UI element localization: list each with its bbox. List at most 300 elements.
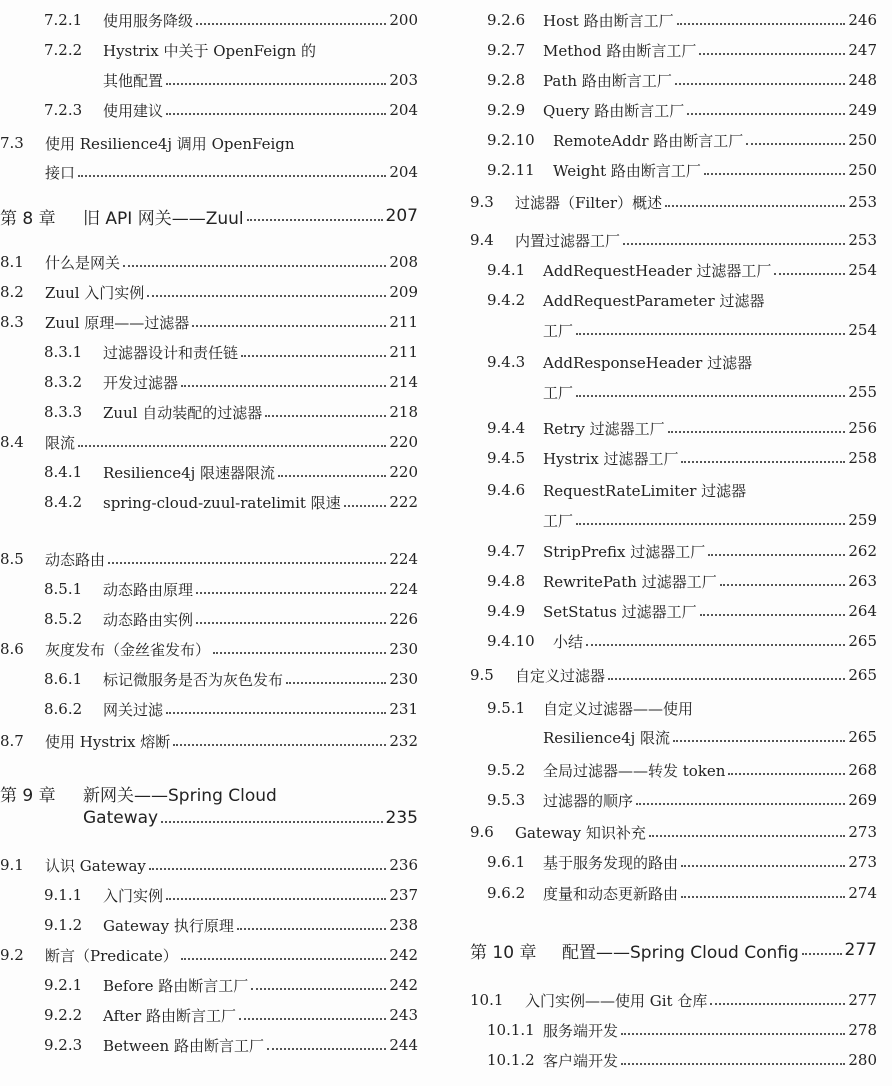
- toc-entry: [487, 628, 877, 654]
- entry-number: 9.1: [0, 856, 24, 874]
- page-number: 278: [848, 1021, 877, 1039]
- entry-number: 9.2.11: [487, 161, 535, 179]
- entry-title: Between 路由断言工厂: [103, 1036, 264, 1055]
- dot-leader: [746, 143, 845, 145]
- toc-entry: [487, 695, 877, 721]
- page-number: 264: [848, 602, 877, 620]
- toc-entry: [487, 97, 877, 123]
- chapter-entry: [0, 780, 418, 806]
- toc-entry: [487, 349, 877, 375]
- entry-title: 过滤器的顺序: [543, 791, 634, 810]
- dot-leader: [649, 835, 846, 837]
- dot-leader: [681, 896, 845, 898]
- entry-title: Zuul 自动装配的过滤器: [103, 403, 263, 422]
- page-number: 235: [385, 808, 418, 828]
- entry-number: 10.1: [470, 991, 504, 1009]
- entry-title: 旧 API 网关——Zuul: [83, 208, 244, 229]
- dot-leader: [196, 23, 386, 25]
- entry-title: Gateway 执行原理: [103, 916, 234, 935]
- entry-title: 度量和动态更新路由: [543, 884, 679, 903]
- entry-number: 8.5: [0, 550, 24, 568]
- entry-number: 8.7: [0, 732, 24, 750]
- entry-title: 入门实例——使用 Git 仓库: [525, 991, 708, 1010]
- entry-title: 使用 Resilience4j 调用 OpenFeign: [45, 134, 295, 153]
- entry-number: 9.4.9: [487, 602, 526, 620]
- entry-title: Host 路由断言工厂: [543, 11, 674, 30]
- entry-title: 使用建议: [103, 101, 164, 120]
- dot-leader: [251, 988, 386, 990]
- page-number: 242: [389, 976, 418, 994]
- entry-number: 9.6.2: [487, 884, 526, 902]
- toc-entry: [44, 399, 418, 425]
- toc-entry: [0, 130, 418, 156]
- entry-title: 服务端开发: [543, 1021, 619, 1040]
- toc-entry: [487, 849, 877, 875]
- entry-number: 9.2.6: [487, 11, 526, 29]
- page-number: 208: [389, 253, 418, 271]
- entry-title: Method 路由断言工厂: [543, 41, 697, 60]
- entry-number: 8.6.1: [44, 670, 83, 688]
- dot-leader: [149, 868, 387, 870]
- toc-entry: [0, 279, 418, 305]
- entry-title: 小结: [553, 632, 584, 651]
- chapter-entry: [0, 805, 418, 831]
- dot-leader: [192, 325, 386, 327]
- entry-number: 7.3: [0, 134, 24, 152]
- toc-entry: [44, 369, 418, 395]
- entry-title: RequestRateLimiter 过滤器: [543, 481, 747, 500]
- page-number: 249: [848, 101, 877, 119]
- page-number: 265: [848, 632, 877, 650]
- entry-title: 工厂: [543, 321, 574, 340]
- page-number: 253: [848, 193, 877, 211]
- dot-leader: [576, 523, 845, 525]
- dot-leader: [108, 562, 386, 564]
- toc-entry: [0, 852, 418, 878]
- page-number: 207: [385, 206, 418, 226]
- chapter-entry: [0, 203, 418, 229]
- toc-entry: [44, 67, 418, 93]
- page-number: 253: [848, 231, 877, 249]
- entry-title: 自定义过滤器: [515, 666, 606, 685]
- entry-number: 9.4.2: [487, 291, 526, 309]
- toc-entry: [487, 415, 877, 441]
- entry-number: 9.4: [470, 231, 494, 249]
- entry-number: 9.4.1: [487, 261, 526, 279]
- entry-title: Zuul 原理——过滤器: [45, 313, 190, 332]
- dot-leader: [668, 431, 846, 433]
- dot-leader: [704, 173, 845, 175]
- entry-number: 8.3.3: [44, 403, 83, 421]
- page-number: 273: [848, 853, 877, 871]
- page-number: 259: [848, 511, 877, 529]
- entry-title: 自定义过滤器——使用: [543, 699, 694, 718]
- entry-title: Path 路由断言工厂: [543, 71, 672, 90]
- toc-entry: [44, 459, 418, 485]
- toc-entry: [487, 477, 877, 503]
- toc-entry: [44, 882, 418, 908]
- toc-entry: [44, 696, 418, 722]
- dot-leader: [161, 821, 382, 823]
- dot-leader: [636, 803, 845, 805]
- toc-entry: [470, 227, 877, 253]
- toc-entry: [487, 787, 877, 813]
- toc-entry: [44, 339, 418, 365]
- entry-title: Gateway: [83, 808, 159, 828]
- toc-entry: [44, 1002, 418, 1028]
- toc-entry: [487, 1047, 877, 1073]
- page-number: 280: [848, 1051, 877, 1069]
- dot-leader: [623, 243, 845, 245]
- dot-leader: [78, 175, 386, 177]
- toc-entry: [44, 97, 418, 123]
- entry-number: 9.4.3: [487, 353, 526, 371]
- page-number: 224: [389, 550, 418, 568]
- toc-entry: [487, 445, 877, 471]
- page-number: 226: [389, 610, 418, 628]
- entry-title: 过滤器（Filter）概述: [515, 193, 663, 212]
- dot-leader: [681, 461, 845, 463]
- entry-number: 9.1.1: [44, 886, 83, 904]
- entry-number: 9.5.1: [487, 699, 526, 717]
- entry-title: 认识 Gateway: [45, 856, 146, 875]
- page-number: 243: [389, 1006, 418, 1024]
- entry-number: 9.1.2: [44, 916, 83, 934]
- page-number: 231: [389, 700, 418, 718]
- entry-title: 使用服务降级: [103, 11, 194, 30]
- entry-title: 工厂: [543, 383, 574, 402]
- page-number: 214: [389, 373, 418, 391]
- page-number: 238: [389, 916, 418, 934]
- toc-entry: [470, 662, 877, 688]
- dot-leader: [241, 355, 386, 357]
- toc-entry: [487, 317, 877, 343]
- page-number: 224: [389, 580, 418, 598]
- entry-number: 8.4.2: [44, 493, 83, 511]
- entry-title: 基于服务发现的路由: [543, 853, 679, 872]
- entry-title: 入门实例: [103, 886, 164, 905]
- entry-title: Before 路由断言工厂: [103, 976, 249, 995]
- entry-number: 第 10 章: [470, 942, 537, 963]
- dot-leader: [576, 333, 845, 335]
- toc-entry: [44, 489, 418, 515]
- toc-entry: [487, 1017, 877, 1043]
- page-number: 273: [848, 823, 877, 841]
- entry-title: After 路由断言工厂: [103, 1006, 236, 1025]
- entry-title: AddRequestHeader 过滤器工厂: [543, 261, 772, 280]
- dot-leader: [166, 83, 386, 85]
- toc-entry: [487, 127, 877, 153]
- entry-number: 7.2.1: [44, 11, 83, 29]
- page-number: 230: [389, 670, 418, 688]
- page-number: 200: [389, 11, 418, 29]
- toc-entry: [470, 819, 877, 845]
- entry-title: 网关过滤: [103, 700, 164, 719]
- page-number: 246: [848, 11, 877, 29]
- page-number: 265: [848, 666, 877, 684]
- entry-title: 全局过滤器——转发 token: [543, 761, 726, 780]
- entry-number: 第 8 章: [0, 208, 56, 229]
- toc-entry: [487, 568, 877, 594]
- entry-number: 9.5.3: [487, 791, 526, 809]
- entry-number: 8.3: [0, 313, 24, 331]
- chapter-entry: [470, 937, 877, 963]
- toc-entry: [487, 757, 877, 783]
- toc-entry: [487, 7, 877, 33]
- entry-number: 9.4.5: [487, 449, 526, 467]
- entry-number: 8.3.2: [44, 373, 83, 391]
- toc-entry: [487, 67, 877, 93]
- entry-title: 灰度发布（金丝雀发布）: [45, 640, 211, 659]
- dot-leader: [681, 865, 845, 867]
- entry-title: StripPrefix 过滤器工厂: [543, 542, 706, 561]
- entry-number: 8.6: [0, 640, 24, 658]
- entry-number: 9.3: [470, 193, 494, 211]
- page-number: 256: [848, 419, 877, 437]
- dot-leader: [181, 958, 387, 960]
- toc-entry: [487, 880, 877, 906]
- dot-leader: [621, 1033, 845, 1035]
- dot-leader: [78, 445, 386, 447]
- entry-number: 10.1.1: [487, 1021, 535, 1039]
- entry-number: 9.2.8: [487, 71, 526, 89]
- dot-leader: [239, 1018, 386, 1020]
- page-number: 255: [848, 383, 877, 401]
- entry-title: 配置——Spring Cloud Config: [562, 942, 799, 963]
- toc-entry: [487, 598, 877, 624]
- page-number: 232: [389, 732, 418, 750]
- dot-leader: [286, 682, 386, 684]
- toc-entry: [44, 576, 418, 602]
- page-number: 236: [389, 856, 418, 874]
- entry-number: 9.4.7: [487, 542, 526, 560]
- dot-leader: [802, 953, 842, 955]
- toc-entry: [487, 37, 877, 63]
- dot-leader: [576, 395, 845, 397]
- dot-leader: [247, 219, 383, 221]
- entry-number: 9.2.3: [44, 1036, 83, 1054]
- dot-leader: [677, 23, 846, 25]
- dot-leader: [621, 1063, 845, 1065]
- entry-number: 9.2.1: [44, 976, 83, 994]
- entry-title: 限流: [45, 433, 76, 452]
- dot-leader: [673, 740, 845, 742]
- entry-title: 断言（Predicate）: [45, 946, 178, 965]
- dot-leader: [278, 475, 386, 477]
- dot-leader: [608, 678, 845, 680]
- entry-number: 9.5.2: [487, 761, 526, 779]
- page-number: 211: [389, 313, 418, 331]
- entry-number: 第 9 章: [0, 785, 56, 806]
- toc-entry: [487, 287, 877, 313]
- dot-leader: [267, 1048, 386, 1050]
- dot-leader: [710, 1003, 845, 1005]
- page-number: 204: [389, 101, 418, 119]
- entry-title: 开发过滤器: [103, 373, 179, 392]
- entry-title: Zuul 入门实例: [45, 283, 145, 302]
- toc-entry: [487, 724, 877, 750]
- toc-entry: [487, 538, 877, 564]
- entry-title: 标记微服务是否为灰色发布: [103, 670, 284, 689]
- dot-leader: [196, 622, 386, 624]
- page-number: 244: [389, 1036, 418, 1054]
- entry-number: 10.1.2: [487, 1051, 535, 1069]
- toc-entry: [44, 7, 418, 33]
- entry-title: 工厂: [543, 511, 574, 530]
- entry-number: 9.2.7: [487, 41, 526, 59]
- dot-leader: [166, 712, 386, 714]
- dot-leader: [196, 592, 386, 594]
- entry-number: 8.4.1: [44, 463, 83, 481]
- page-number: 265: [848, 728, 877, 746]
- page-number: 220: [389, 463, 418, 481]
- dot-leader: [708, 554, 845, 556]
- dot-leader: [774, 273, 845, 275]
- entry-title: Hystrix 中关于 OpenFeign 的: [103, 41, 316, 60]
- entry-number: 8.4: [0, 433, 24, 451]
- toc-entry: [487, 257, 877, 283]
- entry-title: Hystrix 过滤器工厂: [543, 449, 679, 468]
- entry-title: 动态路由: [45, 550, 106, 569]
- entry-number: 9.6: [470, 823, 494, 841]
- dot-leader: [700, 614, 846, 616]
- page-number: 211: [389, 343, 418, 361]
- page-number: 262: [848, 542, 877, 560]
- page-number: 247: [848, 41, 877, 59]
- dot-leader: [123, 265, 386, 267]
- entry-title: 什么是网关: [45, 253, 121, 272]
- entry-title: RewritePath 过滤器工厂: [543, 572, 717, 591]
- dot-leader: [181, 385, 386, 387]
- page-number: 254: [848, 261, 877, 279]
- toc-entry: [0, 546, 418, 572]
- entry-title: 动态路由原理: [103, 580, 194, 599]
- page-number: 263: [848, 572, 877, 590]
- entry-title: 过滤器设计和责任链: [103, 343, 239, 362]
- toc-entry: [44, 1032, 418, 1058]
- dot-leader: [699, 53, 845, 55]
- toc-entry: [0, 249, 418, 275]
- entry-number: 8.5.1: [44, 580, 83, 598]
- toc-entry: [44, 37, 418, 63]
- page-number: 204: [389, 163, 418, 181]
- entry-number: 9.5: [470, 666, 494, 684]
- entry-number: 8.3.1: [44, 343, 83, 361]
- entry-number: 8.1: [0, 253, 24, 271]
- dot-leader: [166, 898, 386, 900]
- entry-number: 9.4.10: [487, 632, 535, 650]
- entry-title: 接口: [45, 163, 76, 182]
- page-number: 237: [389, 886, 418, 904]
- entry-title: spring-cloud-zuul-ratelimit 限速: [103, 493, 341, 512]
- toc-entry: [0, 429, 418, 455]
- page-number: 203: [389, 71, 418, 89]
- page-number: 222: [389, 493, 418, 511]
- entry-number: 7.2.3: [44, 101, 83, 119]
- entry-title: Resilience4j 限速器限流: [103, 463, 276, 482]
- entry-number: 8.6.2: [44, 700, 83, 718]
- page-number: 230: [389, 640, 418, 658]
- entry-number: 7.2.2: [44, 41, 83, 59]
- dot-leader: [173, 744, 386, 746]
- toc-entry: [44, 606, 418, 632]
- entry-title: 动态路由实例: [103, 610, 194, 629]
- dot-leader: [687, 113, 845, 115]
- entry-number: 9.2: [0, 946, 24, 964]
- dot-leader: [344, 505, 387, 507]
- toc-entry: [470, 189, 877, 215]
- dot-leader: [147, 295, 386, 297]
- entry-title: SetStatus 过滤器工厂: [543, 602, 697, 621]
- entry-number: 9.4.8: [487, 572, 526, 590]
- dot-leader: [665, 205, 845, 207]
- page-number: 209: [389, 283, 418, 301]
- toc-entry: [470, 987, 877, 1013]
- page-number: 277: [844, 940, 877, 960]
- entry-number: 9.4.4: [487, 419, 526, 437]
- dot-leader: [720, 584, 846, 586]
- entry-title: 新网关——Spring Cloud: [83, 785, 277, 806]
- page-number: 254: [848, 321, 877, 339]
- toc-entry: [44, 912, 418, 938]
- page-number: 258: [848, 449, 877, 467]
- dot-leader: [237, 928, 387, 930]
- entry-title: AddResponseHeader 过滤器: [543, 353, 753, 372]
- dot-leader: [728, 773, 845, 775]
- toc-entry: [0, 309, 418, 335]
- dot-leader: [586, 644, 845, 646]
- dot-leader: [166, 113, 386, 115]
- entry-title: Resilience4j 限流: [543, 728, 671, 747]
- page-number: 277: [848, 991, 877, 1009]
- page-number: 218: [389, 403, 418, 421]
- toc-entry: [0, 942, 418, 968]
- page-number: 250: [848, 161, 877, 179]
- entry-title: Weight 路由断言工厂: [553, 161, 701, 180]
- entry-title: 使用 Hystrix 熔断: [45, 732, 171, 751]
- entry-number: 9.2.2: [44, 1006, 83, 1024]
- entry-number: 8.2: [0, 283, 24, 301]
- entry-title: 其他配置: [103, 71, 164, 90]
- entry-title: Retry 过滤器工厂: [543, 419, 665, 438]
- page-number: 220: [389, 433, 418, 451]
- dot-leader: [213, 652, 386, 654]
- toc-entry: [487, 507, 877, 533]
- page-number: 268: [848, 761, 877, 779]
- toc-entry: [44, 666, 418, 692]
- page-number: 269: [848, 791, 877, 809]
- entry-number: 9.2.9: [487, 101, 526, 119]
- page-number: 250: [848, 131, 877, 149]
- toc-entry: [0, 728, 418, 754]
- entry-number: 9.6.1: [487, 853, 526, 871]
- dot-leader: [675, 83, 846, 85]
- entry-title: 客户端开发: [543, 1051, 619, 1070]
- toc-entry: [44, 972, 418, 998]
- entry-number: 9.2.10: [487, 131, 535, 149]
- entry-number: 9.4.6: [487, 481, 526, 499]
- toc-entry: [487, 379, 877, 405]
- entry-title: 内置过滤器工厂: [515, 231, 621, 250]
- toc-entry: [487, 157, 877, 183]
- entry-title: Gateway 知识补充: [515, 823, 646, 842]
- dot-leader: [265, 415, 386, 417]
- entry-number: 8.5.2: [44, 610, 83, 628]
- toc-entry: [0, 159, 418, 185]
- page-number: 242: [389, 946, 418, 964]
- entry-title: Query 路由断言工厂: [543, 101, 685, 120]
- page-number: 274: [848, 884, 877, 902]
